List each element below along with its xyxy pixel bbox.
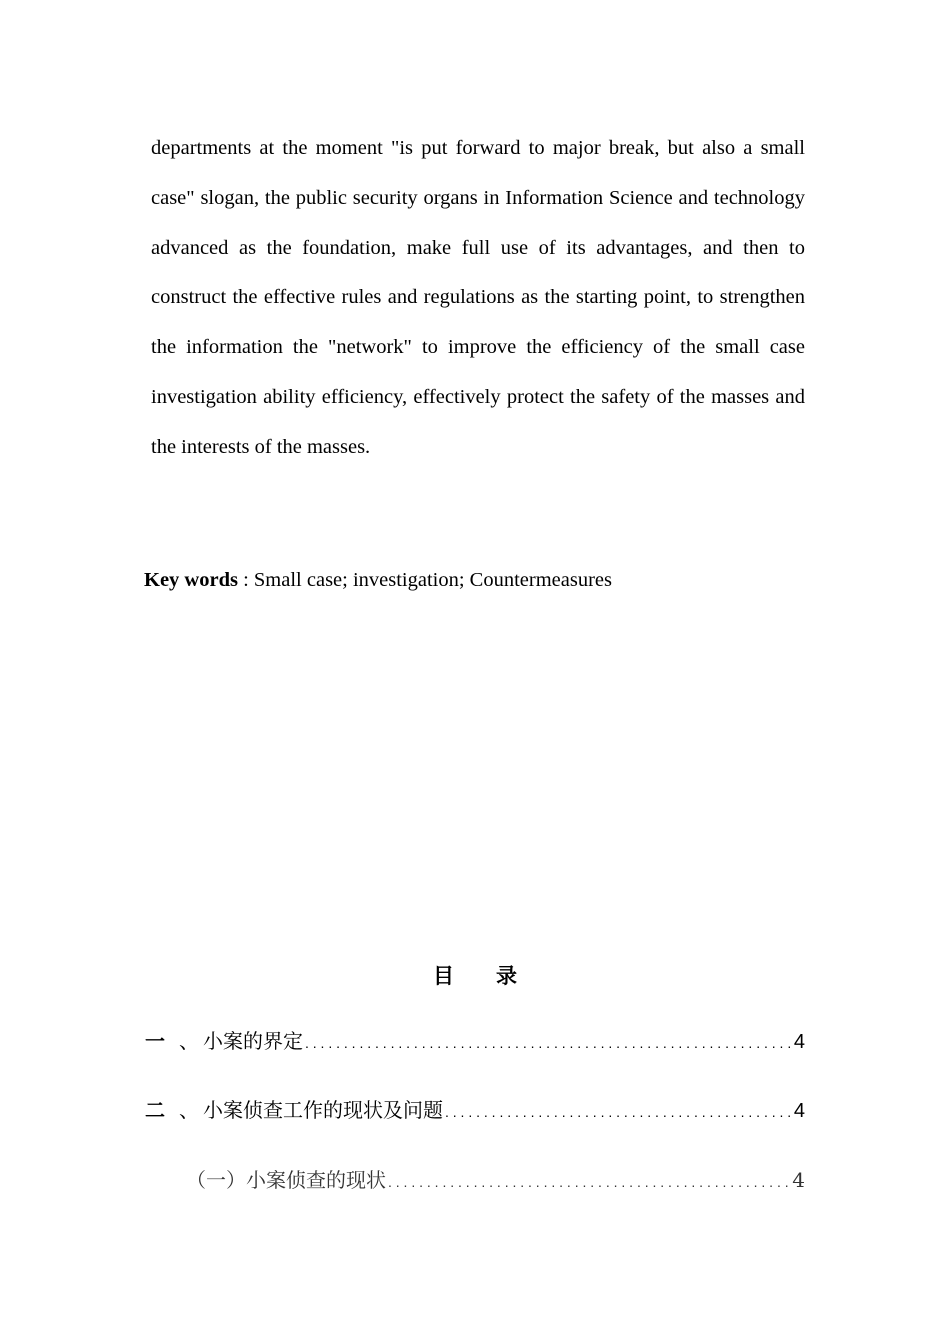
toc-leader-dots bbox=[305, 1028, 791, 1058]
toc-title-char: 录 bbox=[496, 964, 517, 988]
toc-entry-separator: 、 bbox=[179, 1029, 199, 1053]
toc-entry-current-status[interactable] bbox=[186, 1165, 805, 1197]
toc-entry-page: 4 bbox=[793, 1100, 805, 1122]
keywords-separator: : bbox=[237, 569, 254, 591]
toc-entry-page: 4 bbox=[792, 1168, 805, 1192]
toc-entry-separator: 、 bbox=[179, 1098, 199, 1122]
toc-entry-definition[interactable] bbox=[145, 1026, 805, 1058]
toc-entry-status-problems[interactable] bbox=[145, 1095, 805, 1127]
toc-entry-page: 4 bbox=[793, 1031, 805, 1053]
toc-entry-number: 二 bbox=[145, 1098, 165, 1122]
keywords-label: Key words bbox=[144, 569, 238, 591]
toc-leader-dots bbox=[445, 1097, 791, 1127]
toc-leader-dots bbox=[388, 1167, 789, 1197]
keywords-line bbox=[144, 563, 844, 597]
toc-title-char: 目 bbox=[433, 964, 454, 988]
toc-entry-number: 一 bbox=[145, 1029, 165, 1053]
toc-entry-label: 小案的界定 bbox=[203, 1029, 303, 1053]
toc-entry-label: 小案侦查工作的现状及问题 bbox=[203, 1098, 443, 1122]
toc-title bbox=[0, 960, 950, 992]
toc-entry-label: （一）小案侦查的现状 bbox=[186, 1168, 386, 1192]
keywords-value: Small case; investigation; Countermeasures bbox=[253, 569, 613, 591]
abstract-paragraph: departments at the moment "is put forward to major break, but also a small case" slogan, the public security organs in Information Science and technology advanced as the foundation, make full use of its advantages, and then to construct the effective rules and regulations as the starting point, to strengthen the information the "network" to improve the efficiency of the small case investigation ability efficiency, effectively protect the safety of the masses and the interests of the masses. bbox=[151, 137, 805, 458]
